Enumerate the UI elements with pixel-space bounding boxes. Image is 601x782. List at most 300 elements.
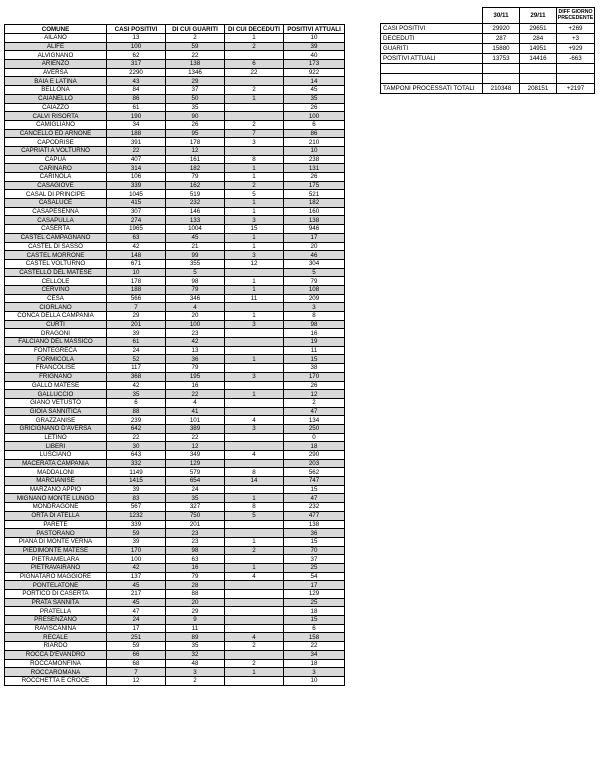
comune-name-cell: FRIGNANO [5,372,107,381]
table-row [5,277,345,286]
table-row [5,511,345,520]
summary-value: 29651 [520,24,557,34]
table-row [5,424,345,433]
summary-label: POSITIVI ATTUALI [381,54,483,64]
deceduti-cell: 1 [225,199,284,208]
table-row [5,346,345,355]
comune-name-cell: ROCCHETTA E CROCE [5,676,107,685]
casi-positivi-cell: 45 [107,581,166,590]
comune-name-cell: GALLUCCIO [5,390,107,399]
deceduti-cell: 1 [225,94,284,103]
comuni-table [4,24,345,686]
comune-name-cell: GALLO MATESE [5,381,107,390]
table-row [5,355,345,364]
table-row [5,633,345,642]
guariti-cell: 146 [166,207,225,216]
guariti-cell: 12 [166,146,225,155]
deceduti-cell: 1 [225,173,284,182]
positivi-attuali-cell: 6 [284,624,345,633]
deceduti-cell [225,303,284,312]
deceduti-cell [225,364,284,373]
comune-name-cell: PRESENZANO [5,616,107,625]
guariti-cell: 45 [166,233,225,242]
comune-name-cell: PIETRAMELARA [5,555,107,564]
guariti-cell: 89 [166,633,225,642]
guariti-cell: 37 [166,86,225,95]
comune-name-cell: PIANA DI MONTE VERNA [5,537,107,546]
table-row [5,251,345,260]
casi-positivi-cell: 100 [107,555,166,564]
guariti-cell: 99 [166,251,225,260]
casi-positivi-cell: 106 [107,173,166,182]
deceduti-cell: 5 [225,511,284,520]
comune-name-cell: FALCIANO DEL MASSICO [5,338,107,347]
table-row [5,520,345,529]
positivi-attuali-cell: 170 [284,372,345,381]
casi-positivi-cell: 643 [107,451,166,460]
comune-name-cell: ALIFE [5,42,107,51]
table-row [5,529,345,538]
column-header-comune: COMUNE [5,25,107,34]
positivi-attuali-cell: 39 [284,42,345,51]
comune-name-cell: CURTI [5,320,107,329]
positivi-attuali-cell: 175 [284,181,345,190]
comune-name-cell: CAPRIATI A VOLTURNO [5,146,107,155]
guariti-cell: 100 [166,320,225,329]
guariti-cell: 389 [166,424,225,433]
summary-blank-cell [381,74,483,84]
guariti-cell: 654 [166,477,225,486]
positivi-attuali-cell: 26 [284,381,345,390]
comune-name-cell: MACERATA CAMPANIA [5,459,107,468]
casi-positivi-cell: 83 [107,494,166,503]
guariti-cell: 23 [166,537,225,546]
casi-positivi-cell: 6 [107,398,166,407]
summary-label: TAMPONI PROCESSATI TOTALI [381,84,483,94]
positivi-attuali-cell: 134 [284,416,345,425]
guariti-cell: 35 [166,642,225,651]
guariti-cell: 22 [166,51,225,60]
guariti-cell: 101 [166,416,225,425]
casi-positivi-cell: 170 [107,546,166,555]
deceduti-cell: 1 [225,563,284,572]
guariti-cell: 346 [166,294,225,303]
table-row [5,146,345,155]
deceduti-cell: 1 [225,285,284,294]
guariti-cell: 12 [166,442,225,451]
deceduti-cell: 4 [225,633,284,642]
table-row [5,676,345,685]
table-row [5,433,345,442]
positivi-attuali-cell: 922 [284,68,345,77]
comune-name-cell: PORTICO DI CASERTA [5,590,107,599]
positivi-attuali-cell: 15 [284,616,345,625]
table-row [5,155,345,164]
summary-value: 14951 [520,44,557,54]
casi-positivi-cell: 12 [107,676,166,685]
casi-positivi-cell: 339 [107,520,166,529]
comune-name-cell: GRAZZANISE [5,416,107,425]
comune-name-cell: BELLONA [5,86,107,95]
casi-positivi-cell: 59 [107,529,166,538]
deceduti-cell [225,146,284,155]
positivi-attuali-cell: 35 [284,94,345,103]
positivi-attuali-cell: 12 [284,390,345,399]
comune-name-cell: CASTEL VOLTURNO [5,259,107,268]
guariti-cell: 20 [166,312,225,321]
guariti-cell: 133 [166,216,225,225]
comune-name-cell: AVERSA [5,68,107,77]
deceduti-cell: 2 [225,120,284,129]
deceduti-cell: 2 [225,546,284,555]
table-row [5,494,345,503]
deceduti-cell [225,112,284,121]
deceduti-cell: 12 [225,259,284,268]
deceduti-cell: 2 [225,181,284,190]
positivi-attuali-cell: 26 [284,103,345,112]
guariti-cell: 232 [166,199,225,208]
table-row [5,546,345,555]
positivi-attuali-cell: 138 [284,216,345,225]
table-row [5,503,345,512]
comune-name-cell: FORMICOLA [5,355,107,364]
deceduti-cell: 1 [225,242,284,251]
guariti-cell: 88 [166,590,225,599]
table-row [5,94,345,103]
table-row [5,103,345,112]
table-row [5,68,345,77]
casi-positivi-cell: 314 [107,164,166,173]
table-row [5,190,345,199]
deceduti-cell [225,676,284,685]
table-row [5,364,345,373]
table-row [5,259,345,268]
guariti-cell: 519 [166,190,225,199]
summary-diff: +269 [557,24,595,34]
table-row [5,581,345,590]
guariti-cell: 161 [166,155,225,164]
summary-corner-cell [381,8,483,24]
guariti-cell: 327 [166,503,225,512]
deceduti-cell: 2 [225,659,284,668]
guariti-cell: 29 [166,607,225,616]
deceduti-cell [225,268,284,277]
guariti-cell: 138 [166,60,225,69]
table-row [5,173,345,182]
table-row [5,112,345,121]
casi-positivi-cell: 61 [107,338,166,347]
table-row [5,86,345,95]
positivi-attuali-cell: 38 [284,364,345,373]
casi-positivi-cell: 148 [107,251,166,260]
comune-name-cell: DRAGONI [5,329,107,338]
deceduti-cell [225,103,284,112]
guariti-cell: 750 [166,511,225,520]
comune-name-cell: CARINOLA [5,173,107,182]
table-row [5,659,345,668]
deceduti-cell [225,433,284,442]
comune-name-cell: CARINARO [5,164,107,173]
positivi-attuali-cell: 70 [284,546,345,555]
table-row [5,607,345,616]
positivi-attuali-cell: 98 [284,320,345,329]
comune-name-cell: PIGNATARO MAGGIORE [5,572,107,581]
casi-positivi-cell: 251 [107,633,166,642]
comune-name-cell: MIGNANO MONTE LUNGO [5,494,107,503]
positivi-attuali-cell: 10 [284,146,345,155]
guariti-cell: 26 [166,120,225,129]
casi-positivi-cell: 42 [107,563,166,572]
table-row [5,242,345,251]
summary-value: 284 [520,34,557,44]
casi-positivi-cell: 671 [107,259,166,268]
casi-positivi-cell: 66 [107,650,166,659]
summary-diff: -663 [557,54,595,64]
table-row [5,381,345,390]
guariti-cell: 36 [166,355,225,364]
positivi-attuali-cell: 26 [284,173,345,182]
comune-name-cell: PARETE [5,520,107,529]
positivi-attuali-cell: 34 [284,650,345,659]
table-row [5,616,345,625]
positivi-attuali-cell: 5 [284,268,345,277]
guariti-cell: 162 [166,181,225,190]
guariti-cell: 79 [166,285,225,294]
guariti-cell: 48 [166,659,225,668]
summary-value: 287 [483,34,520,44]
table-row [5,34,345,43]
comune-name-cell: CERVINO [5,285,107,294]
casi-positivi-cell: 84 [107,86,166,95]
deceduti-cell: 2 [225,42,284,51]
comune-name-cell: GRICIGNANO D'AVERSA [5,424,107,433]
deceduti-cell [225,590,284,599]
casi-positivi-cell: 2290 [107,68,166,77]
summary-blank-cell [520,64,557,74]
positivi-attuali-cell: 3 [284,303,345,312]
comune-name-cell: CAIAZZO [5,103,107,112]
casi-positivi-cell: 188 [107,285,166,294]
summary-blank-cell [483,74,520,84]
summary-diff: +929 [557,44,595,54]
guariti-cell: 23 [166,529,225,538]
positivi-attuali-cell: 25 [284,598,345,607]
comune-name-cell: PONTELATONE [5,581,107,590]
casi-positivi-cell: 100 [107,42,166,51]
summary-value: 13753 [483,54,520,64]
positivi-attuali-cell: 47 [284,407,345,416]
positivi-attuali-cell: 17 [284,581,345,590]
deceduti-cell: 4 [225,451,284,460]
casi-positivi-cell: 190 [107,112,166,121]
deceduti-cell: 8 [225,503,284,512]
positivi-attuali-cell: 40 [284,51,345,60]
deceduti-cell: 2 [225,86,284,95]
deceduti-cell [225,650,284,659]
deceduti-cell [225,407,284,416]
comune-name-cell: PIETRAVAIRANO [5,563,107,572]
table-row [5,225,345,234]
deceduti-cell [225,51,284,60]
deceduti-cell: 3 [225,251,284,260]
casi-positivi-cell: 407 [107,155,166,164]
table-row [5,164,345,173]
positivi-attuali-cell: 946 [284,225,345,234]
casi-positivi-cell: 1415 [107,477,166,486]
summary-row [381,34,595,44]
table-row [5,303,345,312]
casi-positivi-cell: 24 [107,346,166,355]
casi-positivi-cell: 217 [107,590,166,599]
casi-positivi-cell: 13 [107,34,166,43]
casi-positivi-cell: 88 [107,407,166,416]
comune-name-cell: CASTELLO DEL MATESE [5,268,107,277]
casi-positivi-cell: 17 [107,624,166,633]
deceduti-cell: 1 [225,233,284,242]
comune-name-cell: PIEDIMONTE MATESE [5,546,107,555]
positivi-attuali-cell: 15 [284,355,345,364]
guariti-cell: 50 [166,94,225,103]
comune-name-cell: CASTEL DI SASSO [5,242,107,251]
guariti-cell: 79 [166,364,225,373]
guariti-cell: 32 [166,650,225,659]
summary-blank-cell [557,64,595,74]
casi-positivi-cell: 22 [107,433,166,442]
casi-positivi-cell: 7 [107,668,166,677]
comune-name-cell: AILANO [5,34,107,43]
deceduti-cell: 6 [225,60,284,69]
deceduti-cell [225,381,284,390]
positivi-attuali-cell: 18 [284,607,345,616]
column-header-deceduti: DI CUI DECEDUTI [225,25,284,34]
positivi-attuali-cell: 18 [284,442,345,451]
guariti-cell: 16 [166,381,225,390]
table-row [5,216,345,225]
positivi-attuali-cell: 18 [284,659,345,668]
positivi-attuali-cell: 238 [284,155,345,164]
positivi-attuali-cell: 477 [284,511,345,520]
comune-name-cell: RIARDO [5,642,107,651]
summary-blank-row [381,74,595,84]
column-header-positivi-attuali: POSITIVI ATTUALI [284,25,345,34]
deceduti-cell [225,555,284,564]
guariti-cell: 129 [166,459,225,468]
casi-positivi-cell: 52 [107,355,166,364]
table-row [5,624,345,633]
comune-name-cell: ROCCAMONFINA [5,659,107,668]
table-row [5,320,345,329]
deceduti-cell: 1 [225,34,284,43]
casi-positivi-cell: 45 [107,598,166,607]
positivi-attuali-cell: 131 [284,164,345,173]
guariti-cell: 201 [166,520,225,529]
guariti-cell: 355 [166,259,225,268]
deceduti-cell: 1 [225,164,284,173]
deceduti-cell [225,338,284,347]
deceduti-cell: 15 [225,225,284,234]
deceduti-cell [225,529,284,538]
comune-name-cell: CASAL DI PRINCIPE [5,190,107,199]
table-row [5,312,345,321]
guariti-cell: 35 [166,103,225,112]
table-row [5,138,345,147]
positivi-attuali-cell: 11 [284,346,345,355]
guariti-cell: 21 [166,242,225,251]
guariti-cell: 22 [166,390,225,399]
positivi-attuali-cell: 47 [284,494,345,503]
positivi-attuali-cell: 232 [284,503,345,512]
comune-name-cell: CALVI RISORTA [5,112,107,121]
deceduti-cell: 4 [225,572,284,581]
casi-positivi-cell: 42 [107,242,166,251]
deceduti-cell [225,398,284,407]
comune-name-cell: CASERTA [5,225,107,234]
positivi-attuali-cell: 138 [284,520,345,529]
casi-positivi-cell: 61 [107,103,166,112]
guariti-cell: 1004 [166,225,225,234]
summary-header-date-2: 29/11 [520,8,557,24]
comune-name-cell: GIANO VETUSTO [5,398,107,407]
casi-positivi-cell: 332 [107,459,166,468]
guariti-cell: 79 [166,173,225,182]
deceduti-cell: 3 [225,138,284,147]
comune-name-cell: ALVIGNANO [5,51,107,60]
summary-blank-cell [520,74,557,84]
summary-blank-cell [557,74,595,84]
deceduti-cell: 1 [225,494,284,503]
comune-name-cell: RECALE [5,633,107,642]
table-row [5,129,345,138]
comune-name-cell: PRATELLA [5,607,107,616]
summary-value: 210348 [483,84,520,94]
deceduti-cell: 8 [225,155,284,164]
casi-positivi-cell: 415 [107,199,166,208]
casi-positivi-cell: 10 [107,268,166,277]
guariti-cell: 35 [166,494,225,503]
deceduti-cell [225,520,284,529]
table-row [5,451,345,460]
comune-name-cell: LETINO [5,433,107,442]
casi-positivi-cell: 642 [107,424,166,433]
casi-positivi-cell: 68 [107,659,166,668]
table-row [5,233,345,242]
positivi-attuali-cell: 15 [284,537,345,546]
guariti-cell: 22 [166,433,225,442]
comune-name-cell: CELLOLE [5,277,107,286]
summary-blank-row [381,64,595,74]
casi-positivi-cell: 39 [107,537,166,546]
comune-name-cell: CAMIGLIANO [5,120,107,129]
deceduti-cell: 3 [225,320,284,329]
deceduti-cell: 14 [225,477,284,486]
positivi-attuali-cell: 3 [284,668,345,677]
positivi-attuali-cell: 250 [284,424,345,433]
positivi-attuali-cell: 562 [284,468,345,477]
positivi-attuali-cell: 129 [284,590,345,599]
casi-positivi-cell: 34 [107,120,166,129]
guariti-cell: 95 [166,129,225,138]
casi-positivi-cell: 30 [107,442,166,451]
summary-blank-cell [483,64,520,74]
comune-name-cell: ARIENZO [5,60,107,69]
positivi-attuali-cell: 209 [284,294,345,303]
deceduti-cell: 3 [225,372,284,381]
table-row [5,598,345,607]
deceduti-cell: 1 [225,668,284,677]
summary-diff: +2197 [557,84,595,94]
casi-positivi-cell: 22 [107,146,166,155]
casi-positivi-cell: 567 [107,503,166,512]
